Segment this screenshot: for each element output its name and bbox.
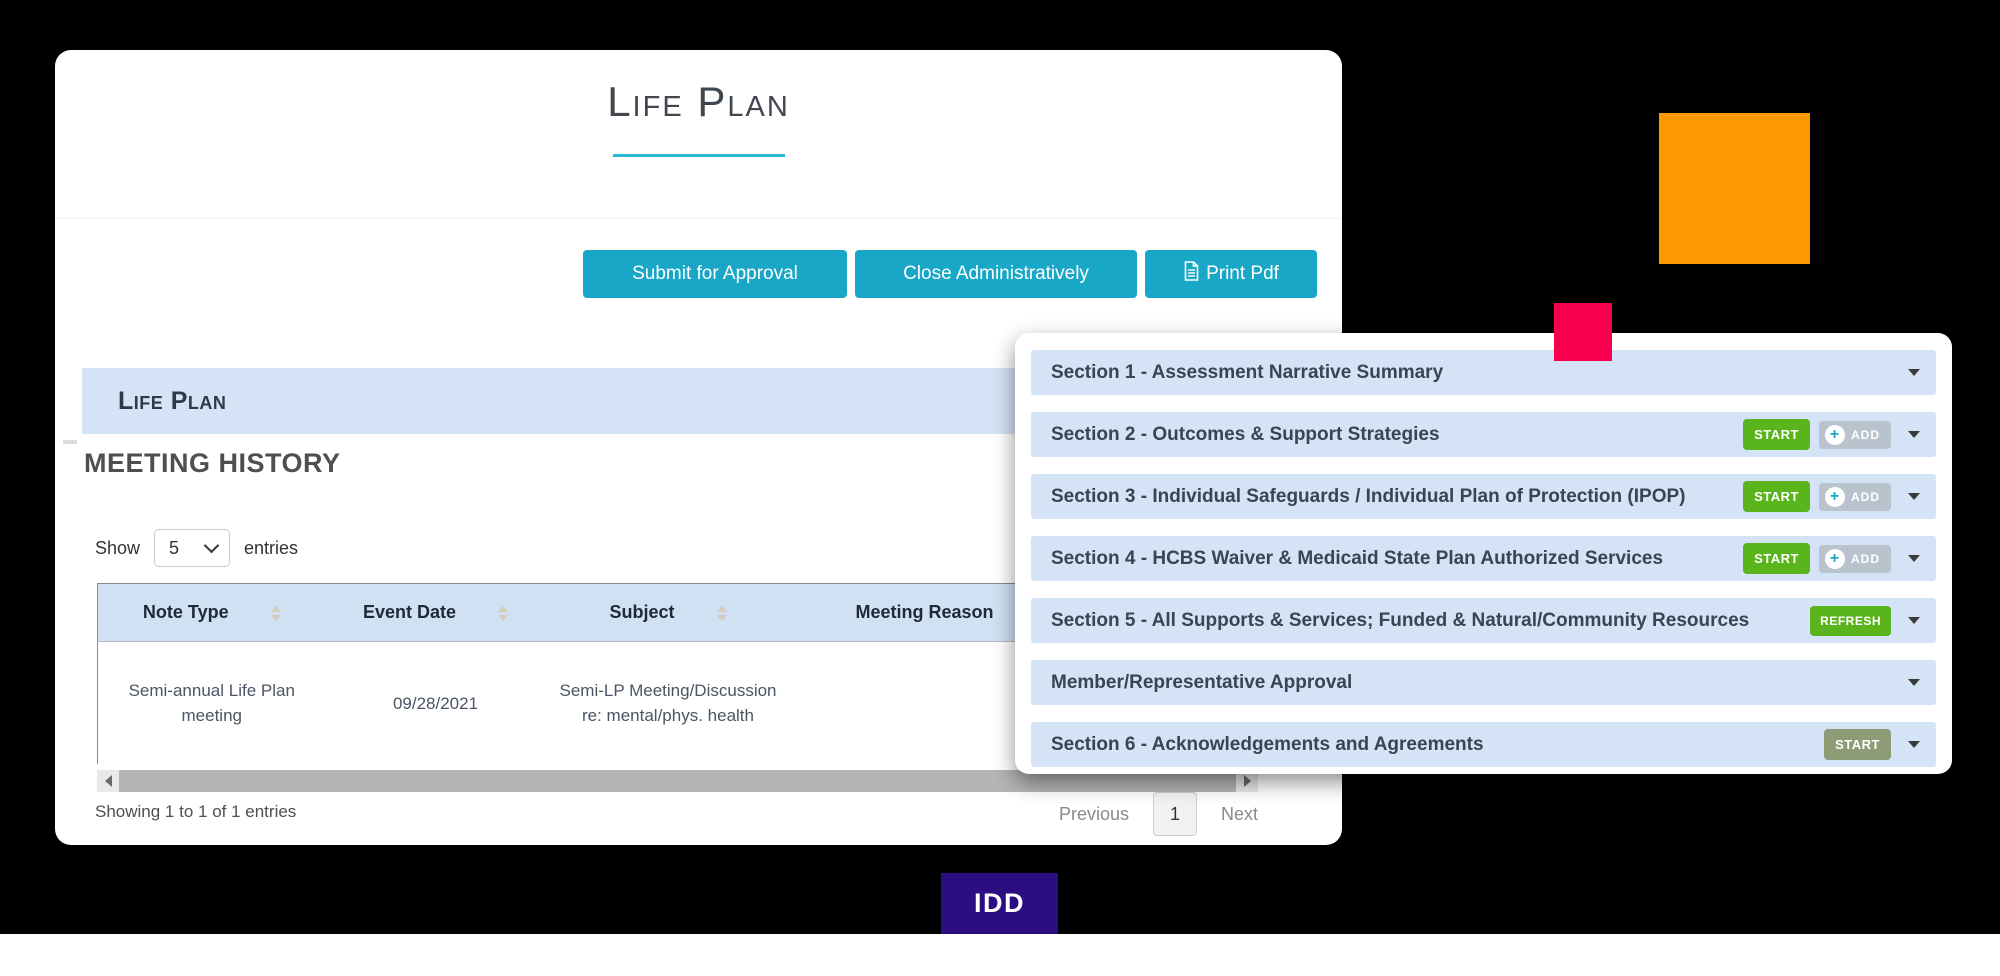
chevron-down-icon[interactable] — [1908, 369, 1920, 376]
section-title: Section 2 - Outcomes & Support Strategies — [1051, 423, 1440, 445]
orange-square-decoration — [1659, 113, 1810, 264]
file-document-icon — [1183, 261, 1200, 287]
section-row-3[interactable] — [1031, 474, 1936, 519]
chevron-down-icon[interactable] — [1908, 679, 1920, 686]
section-title: Section 3 - Individual Safeguards / Individual Plan of Protection (IPOP) — [1051, 485, 1686, 507]
scroll-right-icon — [1244, 775, 1251, 787]
section-title: Section 5 - All Supports & Services; Funded & Natural/Community Resources — [1051, 609, 1750, 631]
plus-circle-icon: + — [1825, 425, 1845, 445]
page-size-select[interactable] — [154, 529, 230, 567]
cell-event-date: 09/28/2021 — [326, 642, 546, 765]
refresh-button[interactable]: REFRESH — [1810, 606, 1891, 636]
chevron-down-icon — [204, 538, 220, 554]
print-pdf-button[interactable] — [1145, 250, 1317, 298]
entries-label: entries — [244, 537, 299, 558]
column-header-subject[interactable]: Subject — [546, 584, 791, 642]
scroll-left-button[interactable] — [97, 770, 119, 792]
column-header-note-type[interactable]: Note Type — [98, 584, 326, 642]
section-title: Section 1 - Assessment Narrative Summary — [1051, 361, 1444, 383]
add-button[interactable] — [1819, 483, 1891, 511]
section-title: Section 4 - HCBS Waiver & Medicaid State Plan Authorized Services — [1051, 547, 1664, 569]
submit-for-approval-button[interactable]: Submit for Approval — [583, 250, 847, 298]
add-label: ADD — [1851, 551, 1880, 566]
section-title: Member/Representative Approval — [1051, 671, 1353, 693]
page-size-value: 5 — [169, 537, 180, 558]
chevron-down-icon[interactable] — [1908, 493, 1920, 500]
life-plan-sections-panel — [1015, 333, 1952, 774]
cell-note-type: Semi-annual Life Plan meeting — [98, 642, 326, 765]
section-row-1[interactable] — [1031, 350, 1936, 395]
entries-summary: Showing 1 to 1 of 1 entries — [95, 802, 297, 821]
column-header-event-date[interactable]: Event Date — [326, 584, 546, 642]
chevron-down-icon[interactable] — [1908, 741, 1920, 748]
next-page-button[interactable]: Next — [1220, 803, 1258, 824]
pink-square-decoration — [1554, 303, 1612, 361]
close-administratively-button[interactable]: Close Administratively — [855, 250, 1137, 298]
start-button[interactable]: START — [1743, 543, 1810, 574]
pagination — [1059, 792, 1258, 836]
sort-icon — [271, 606, 281, 621]
divider — [55, 218, 1342, 219]
column-header-meeting-reason[interactable]: Meeting Reason — [791, 584, 1059, 642]
plus-circle-icon: + — [1825, 487, 1845, 507]
current-page-button[interactable]: 1 — [1153, 792, 1197, 836]
section-title: Section 6 - Acknowledgements and Agreements — [1051, 733, 1484, 755]
plus-circle-icon: + — [1825, 549, 1845, 569]
section-row-5[interactable] — [1031, 598, 1936, 643]
add-label: ADD — [1851, 427, 1880, 442]
bottom-white-strip — [0, 934, 2000, 976]
section-row-2[interactable] — [1031, 412, 1936, 457]
show-label: Show — [95, 537, 141, 558]
life-plan-section-title: Life Plan — [118, 386, 227, 415]
section-row-6[interactable] — [1031, 722, 1936, 767]
sort-icon — [717, 606, 727, 621]
add-label: ADD — [1851, 489, 1880, 504]
action-button-row — [55, 250, 1342, 298]
meeting-history-heading: MEETING HISTORY — [84, 448, 341, 478]
idd-badge — [941, 873, 1058, 934]
start-button[interactable]: START — [1743, 481, 1810, 512]
previous-page-button[interactable]: Previous — [1058, 803, 1129, 824]
idd-badge-label: IDD — [974, 888, 1025, 918]
chevron-down-icon[interactable] — [1908, 555, 1920, 562]
section-row-4[interactable] — [1031, 536, 1936, 581]
add-button[interactable] — [1819, 545, 1891, 573]
chevron-down-icon[interactable] — [1908, 617, 1920, 624]
start-button[interactable]: START — [1824, 729, 1891, 760]
title-underline — [613, 154, 785, 157]
start-button[interactable]: START — [1743, 419, 1810, 450]
print-pdf-label: Print Pdf — [1206, 263, 1279, 284]
add-button[interactable] — [1819, 421, 1891, 449]
page-title: Life Plan — [607, 78, 790, 125]
sort-icon — [498, 606, 508, 621]
collapse-dash — [63, 440, 77, 444]
show-entries-row — [95, 528, 298, 568]
cell-subject: Semi-LP Meeting/Discussion re: mental/phys. health — [546, 642, 791, 765]
scroll-left-icon — [105, 775, 112, 787]
section-row-member-approval[interactable] — [1031, 660, 1936, 705]
chevron-down-icon[interactable] — [1908, 431, 1920, 438]
